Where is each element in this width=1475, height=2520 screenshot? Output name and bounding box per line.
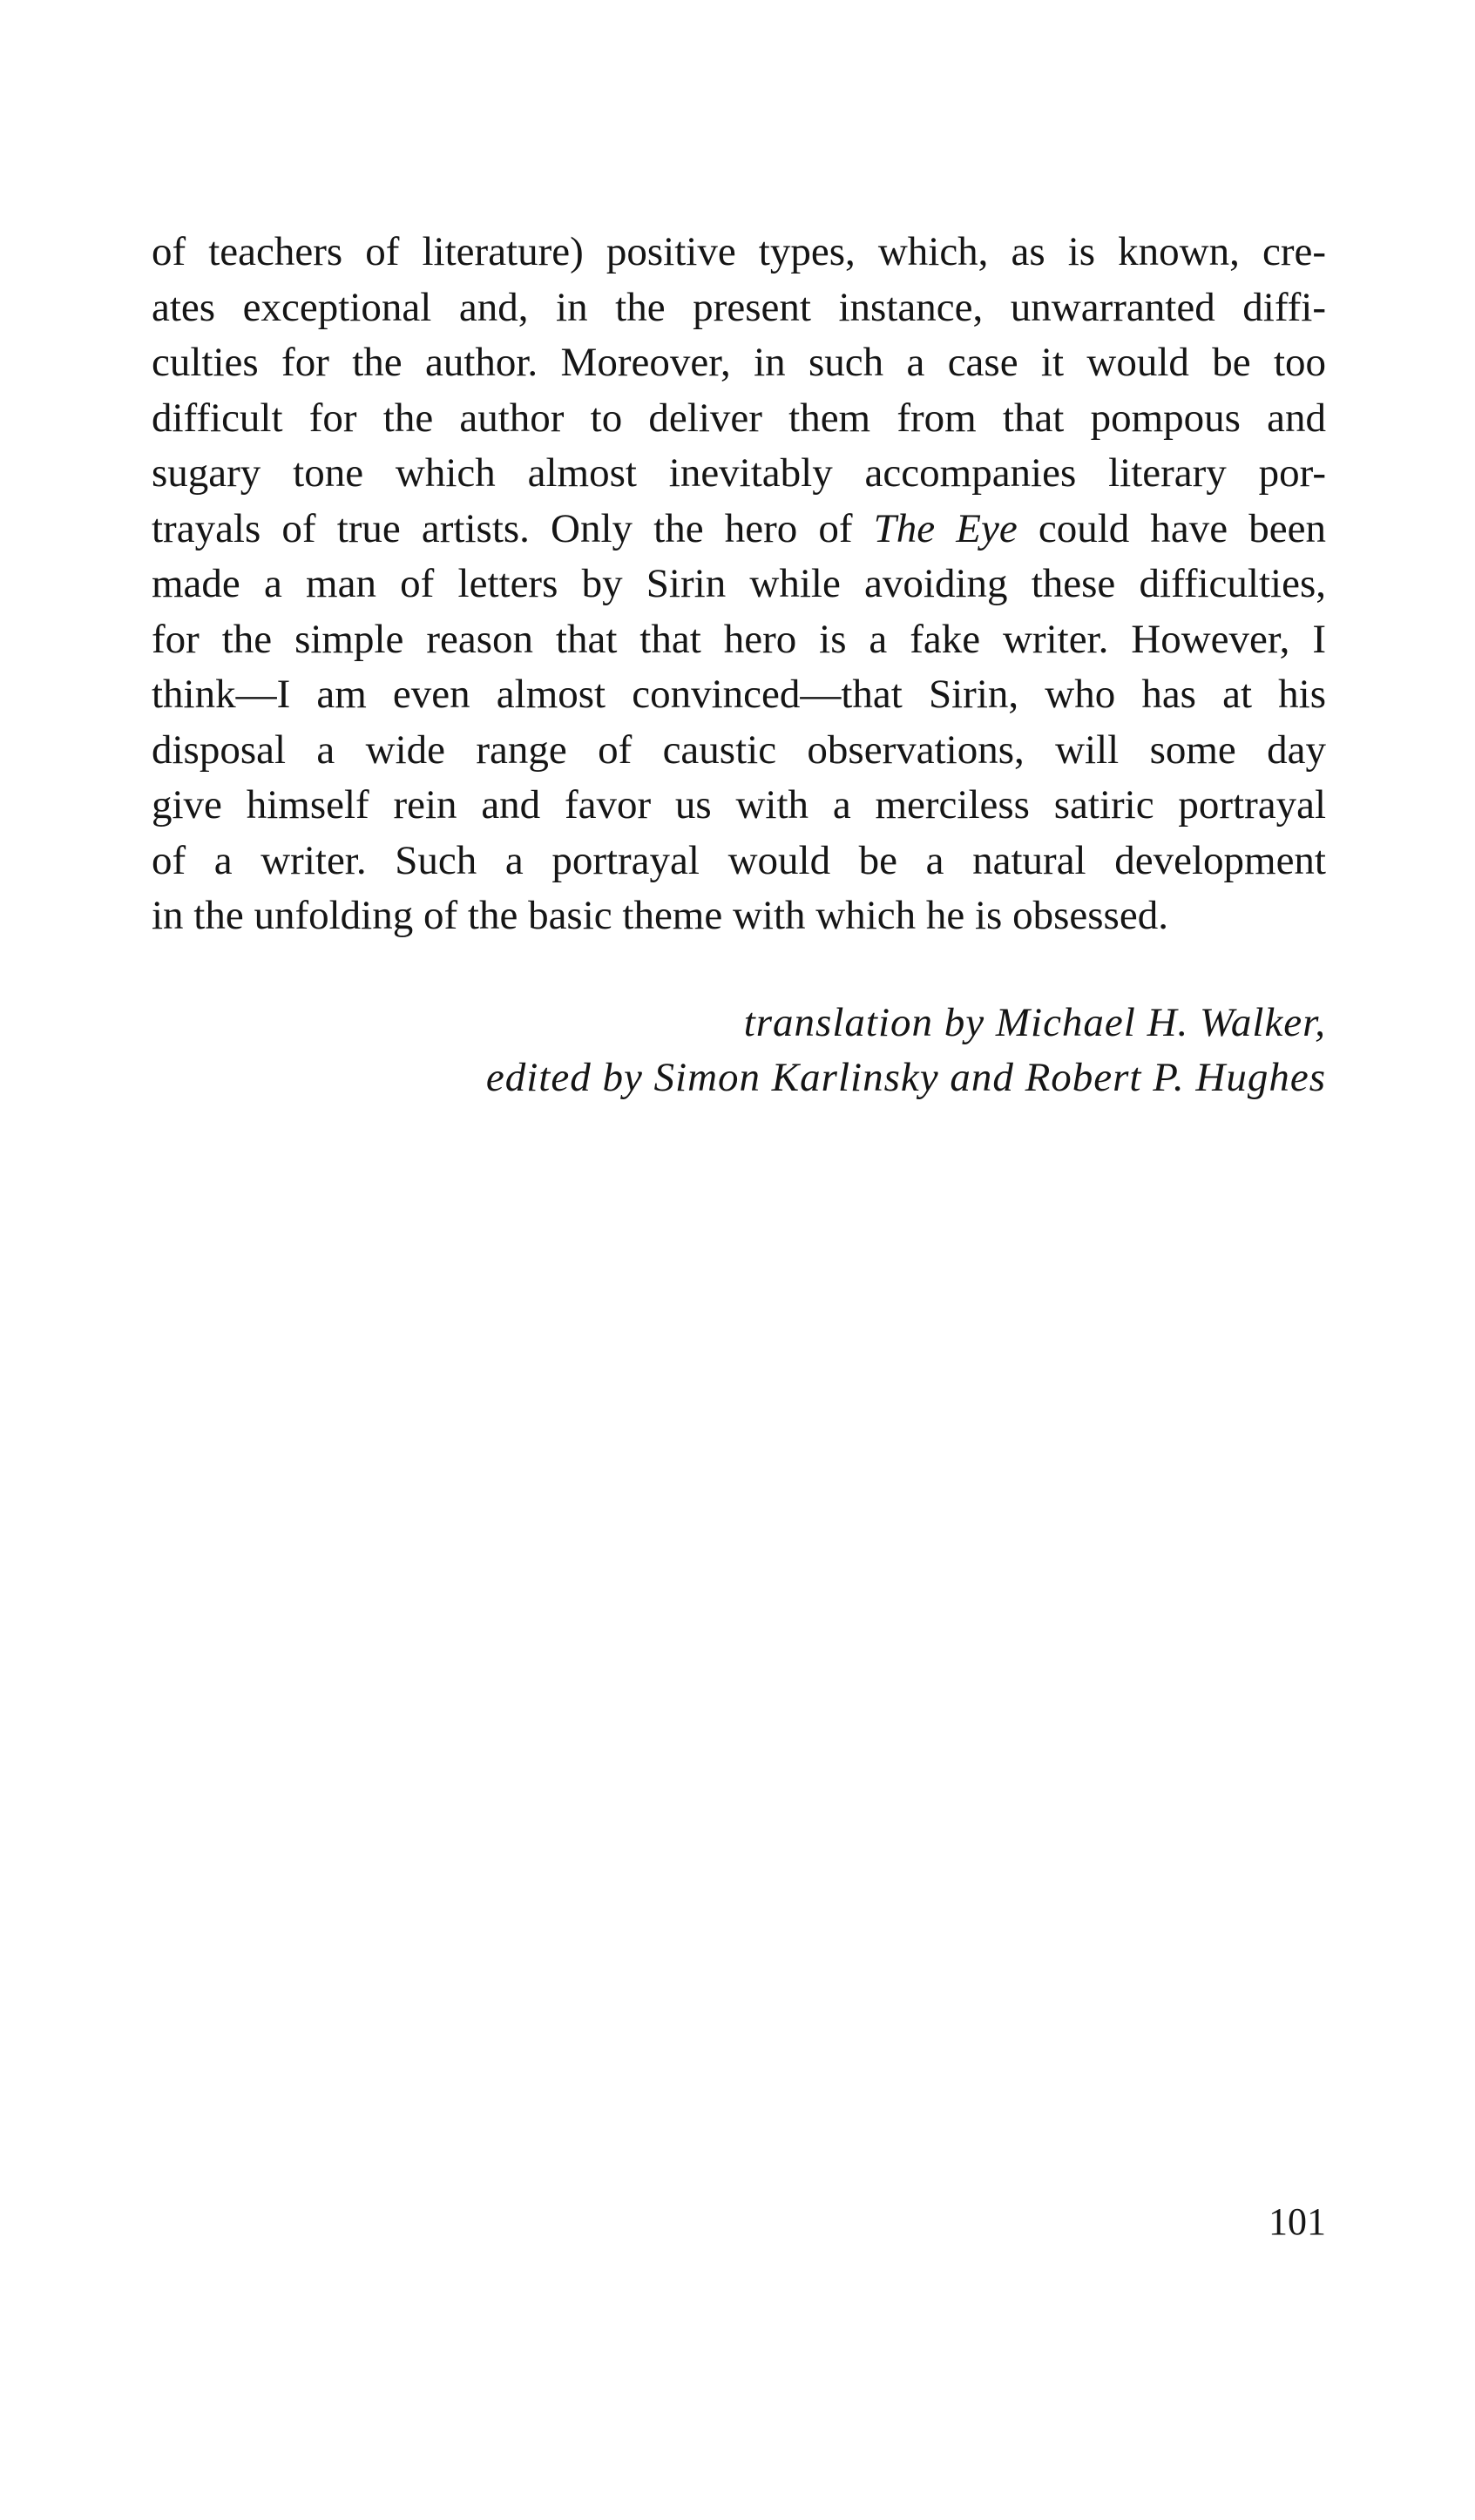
text-line: of teachers of literature) positive types, which, as is known, cre- — [152, 229, 1326, 274]
text-line: in the unfolding of the basic theme with which he is obsessed. — [152, 893, 1168, 938]
text-line: culties for the author. Moreover, in such a case it would be too — [152, 340, 1326, 385]
text-line: give himself rein and favor us with a merciless satiric portrayal — [152, 782, 1326, 828]
text-line: for the simple reason that that hero is a fake writer. However, I — [152, 616, 1326, 662]
text-line: disposal a wide range of caustic observations, will some day — [152, 726, 1326, 773]
body-paragraph — [152, 225, 1326, 944]
text-line: think—I am even almost convinced—that Sirin, who has at his — [152, 672, 1326, 717]
text-line — [152, 502, 1326, 557]
text-line: ates exceptional and, in the present instance, unwarranted diffi- — [152, 284, 1326, 330]
editors-line: edited by Simon Karlinsky and Robert P. Hughes — [485, 1055, 1326, 1100]
text-line: made a man of letters by Sirin while avoiding these difficulties, — [152, 561, 1326, 606]
book-title: The Eye — [873, 505, 1018, 551]
text-line: of a writer. Such a portrayal would be a natural development — [152, 837, 1326, 883]
text-line-start: trayals of true artists. Only the hero of — [152, 505, 874, 551]
translator-line: translation by Michael H. Walker, — [743, 1000, 1326, 1045]
page-number: 101 — [1269, 2200, 1326, 2243]
translation-credit — [152, 996, 1326, 1105]
text-line: sugary tone which almost inevitably accompanies literary por- — [152, 450, 1326, 496]
text-line-end: could have been — [1017, 505, 1326, 551]
text-line: difficult for the author to deliver them from that pompous and — [152, 395, 1326, 441]
